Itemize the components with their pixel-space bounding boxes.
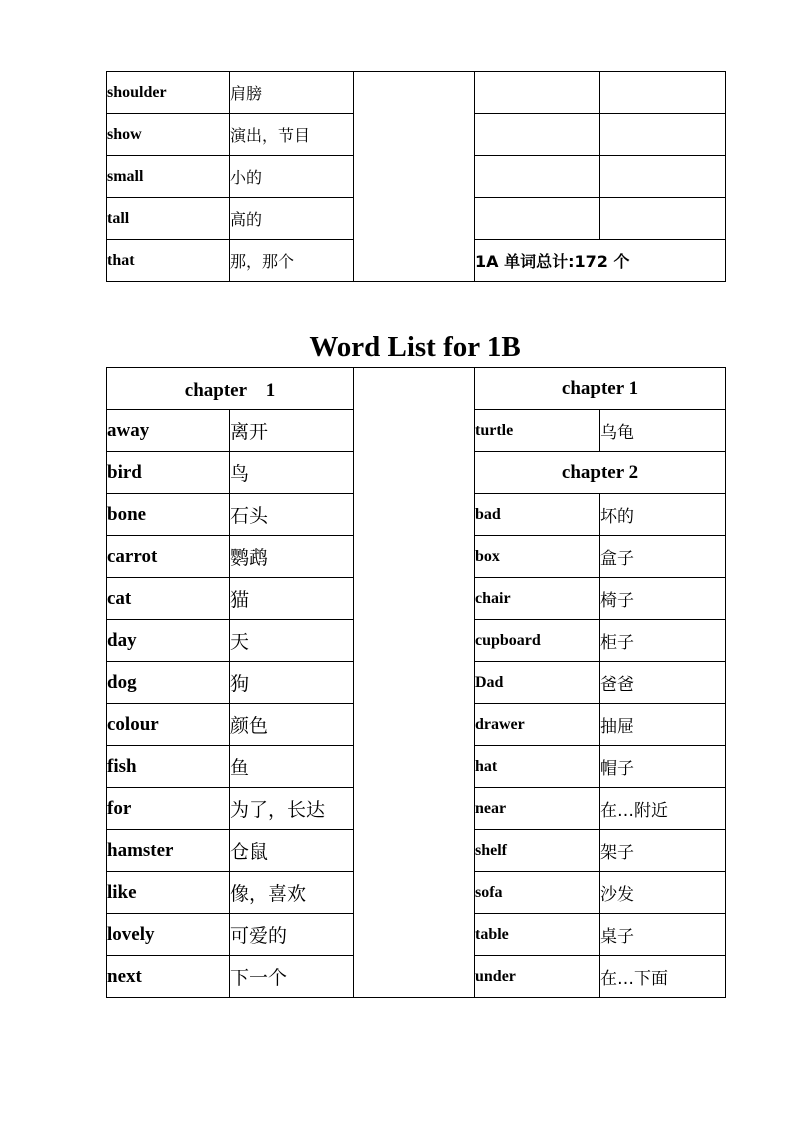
word-table-1b xyxy=(106,367,726,998)
english-word: show xyxy=(107,114,230,156)
chinese-meaning: 猫 xyxy=(230,578,354,620)
english-word: small xyxy=(107,156,230,198)
english-word: carrot xyxy=(107,536,230,578)
chinese-meaning: 演出，节目 xyxy=(230,114,354,156)
empty-cell xyxy=(475,114,600,156)
chinese-meaning: 在…下面 xyxy=(600,956,726,998)
chinese-meaning: 肩膀 xyxy=(230,72,354,114)
chinese-meaning: 帽子 xyxy=(600,746,726,788)
chinese-meaning: 仓鼠 xyxy=(230,830,354,872)
chapter-header-right-2: chapter 2 xyxy=(475,452,726,494)
table-row xyxy=(107,72,726,114)
chinese-meaning: 石头 xyxy=(230,494,354,536)
page-title: Word List for 1B xyxy=(309,331,521,363)
chinese-meaning: 抽屉 xyxy=(600,704,726,746)
english-word: near xyxy=(475,788,600,830)
english-word: day xyxy=(107,620,230,662)
english-word: under xyxy=(475,956,600,998)
chinese-meaning: 鹦鹉 xyxy=(230,536,354,578)
english-word: hat xyxy=(475,746,600,788)
english-word: table xyxy=(475,914,600,956)
chinese-meaning: 在…附近 xyxy=(600,788,726,830)
chinese-meaning: 天 xyxy=(230,620,354,662)
empty-cell xyxy=(600,156,726,198)
chinese-meaning: 乌龟 xyxy=(600,410,726,452)
english-word: colour xyxy=(107,704,230,746)
word-total: 1A 单词总计:172 个 xyxy=(475,240,726,282)
chinese-meaning: 为了，长达 xyxy=(230,788,354,830)
chinese-meaning: 高的 xyxy=(230,198,354,240)
english-word: drawer xyxy=(475,704,600,746)
chapter-header-left: chapter 1 xyxy=(107,368,354,410)
english-word: dog xyxy=(107,662,230,704)
chinese-meaning: 鸟 xyxy=(230,452,354,494)
chinese-meaning: 坏的 xyxy=(600,494,726,536)
english-word: bone xyxy=(107,494,230,536)
spacer-cell xyxy=(354,368,475,998)
table-row xyxy=(107,368,726,410)
chinese-meaning: 小的 xyxy=(230,156,354,198)
chinese-meaning: 颜色 xyxy=(230,704,354,746)
english-word: box xyxy=(475,536,600,578)
english-word: away xyxy=(107,410,230,452)
english-word: like xyxy=(107,872,230,914)
english-word: bird xyxy=(107,452,230,494)
chapter-header-right-1: chapter 1 xyxy=(475,368,726,410)
chinese-meaning: 沙发 xyxy=(600,872,726,914)
chinese-meaning: 爸爸 xyxy=(600,662,726,704)
empty-cell xyxy=(600,72,726,114)
english-word: shelf xyxy=(475,830,600,872)
chinese-meaning: 离开 xyxy=(230,410,354,452)
english-word: chair xyxy=(475,578,600,620)
chinese-meaning: 那，那个 xyxy=(230,240,354,282)
english-word: shoulder xyxy=(107,72,230,114)
chinese-meaning: 柜子 xyxy=(600,620,726,662)
chinese-meaning: 狗 xyxy=(230,662,354,704)
empty-cell xyxy=(600,198,726,240)
empty-cell xyxy=(600,114,726,156)
english-word: cat xyxy=(107,578,230,620)
chinese-meaning: 架子 xyxy=(600,830,726,872)
empty-cell xyxy=(475,72,600,114)
chinese-meaning: 下一个 xyxy=(230,956,354,998)
english-word: next xyxy=(107,956,230,998)
english-word: lovely xyxy=(107,914,230,956)
english-word: bad xyxy=(475,494,600,536)
chinese-meaning: 可爱的 xyxy=(230,914,354,956)
chinese-meaning: 盒子 xyxy=(600,536,726,578)
word-table-1a xyxy=(106,71,726,282)
english-word: fish xyxy=(107,746,230,788)
english-word: tall xyxy=(107,198,230,240)
english-word: cupboard xyxy=(475,620,600,662)
english-word: turtle xyxy=(475,410,600,452)
english-word: Dad xyxy=(475,662,600,704)
english-word: that xyxy=(107,240,230,282)
empty-cell xyxy=(475,198,600,240)
chinese-meaning: 桌子 xyxy=(600,914,726,956)
english-word: for xyxy=(107,788,230,830)
chinese-meaning: 椅子 xyxy=(600,578,726,620)
chinese-meaning: 鱼 xyxy=(230,746,354,788)
english-word: sofa xyxy=(475,872,600,914)
chinese-meaning: 像，喜欢 xyxy=(230,872,354,914)
spacer-cell xyxy=(354,72,475,282)
english-word: hamster xyxy=(107,830,230,872)
empty-cell xyxy=(475,156,600,198)
